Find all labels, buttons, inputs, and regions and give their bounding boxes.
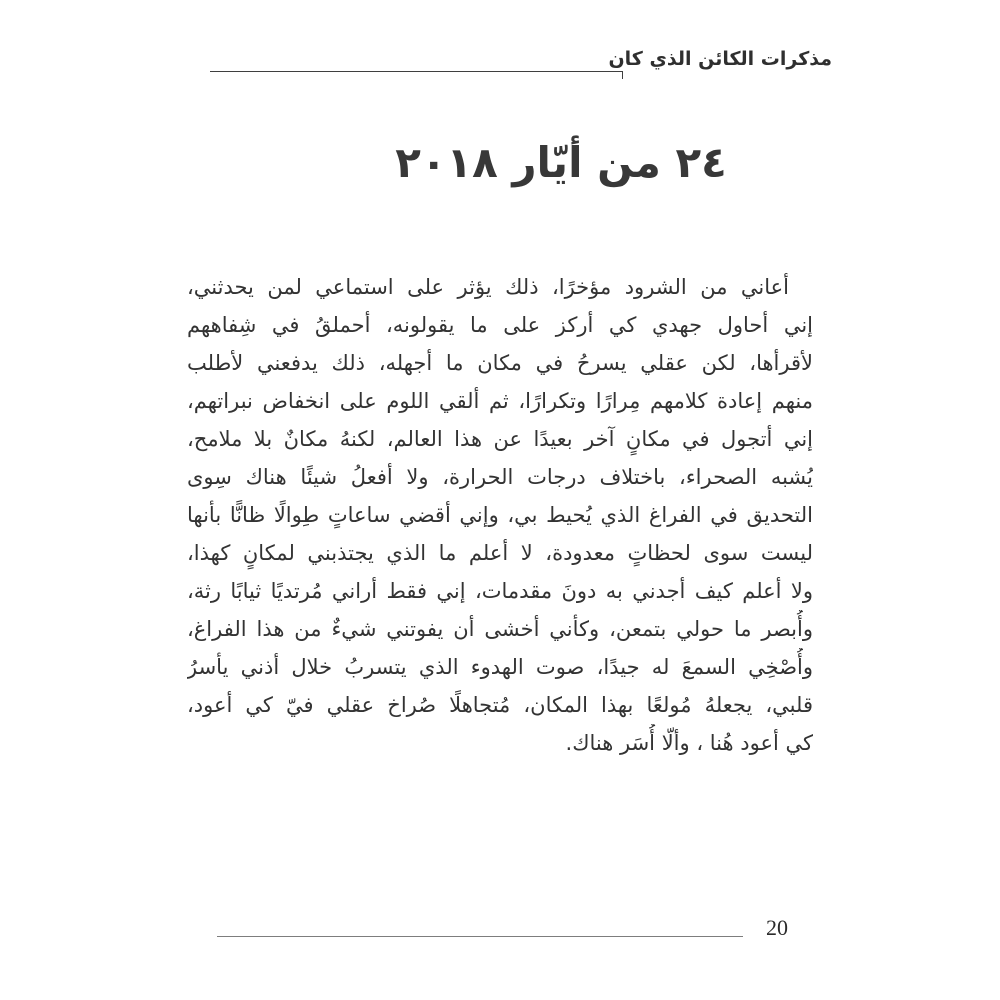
body-line: منهم إعادة كلامهم مِرارًا وتكرارًا، ثم ألقي اللوم على انخفاض نبراتهم، <box>187 389 813 413</box>
footer-rule <box>217 936 743 937</box>
body-line: كي أعود هُنا ، وألّا أُسَر هناك. <box>565 731 813 755</box>
body-line: إني أتجول في مكانٍ آخر بعيدًا عن هذا العالم، لكنهُ مكانٌ بلا ملامح، <box>187 427 813 451</box>
body-line: وأُبصر ما حولي بتمعن، وكأني أخشى أن يفوتني شيءٌ من هذا الفراغ، <box>187 617 813 641</box>
chapter-title: ٢٤ من أيّار ٢٠١٨ <box>395 138 727 187</box>
page-number: 20 <box>766 915 788 940</box>
body-line: يُشبه الصحراء، باختلاف درجات الحرارة، ولا أفعلُ شيئًا هناك سِوى <box>187 465 813 489</box>
running-book-title: مذكرات الكائن الذي كان <box>608 48 832 70</box>
header-rule <box>210 71 623 79</box>
body-line: التحديق في الفراغ الذي يُحيط بي، وإني أقضي ساعاتٍ طِوالًا ظانًّا بأنها <box>187 503 813 527</box>
body-line: لأقرأها، لكن عقلي يسرحُ في مكان ما أجهله، ذلك يدفعني لأطلب <box>187 351 813 375</box>
body-line: أعاني من الشرود مؤخرًا، ذلك يؤثر على استماعي لمن يحدثني، <box>187 275 789 299</box>
body-line: ليست سوى لحظاتٍ معدودة، لا أعلم ما الذي يجتذبني لمكانٍ كهذا، <box>187 541 813 565</box>
body-line: إني أحاول جهدي كي أركز على ما يقولونه، أحملقُ في شِفاههم <box>187 313 813 337</box>
body-line: ولا أعلم كيف أجدني به دونَ مقدمات، إني فقط أراني مُرتديًا ثيابًا رثة، <box>187 579 813 603</box>
body-line: وأُصْخِي السمعَ له جيدًا، صوت الهدوء الذي يتسربُ خلال أذني يأسرُ <box>187 655 813 679</box>
body-line: قلبي، يجعلهُ مُولعًا بهذا المكان، مُتجاهلًا صُراخ عقلي فيّ كي أعود، <box>187 693 813 717</box>
body-text <box>187 268 813 762</box>
